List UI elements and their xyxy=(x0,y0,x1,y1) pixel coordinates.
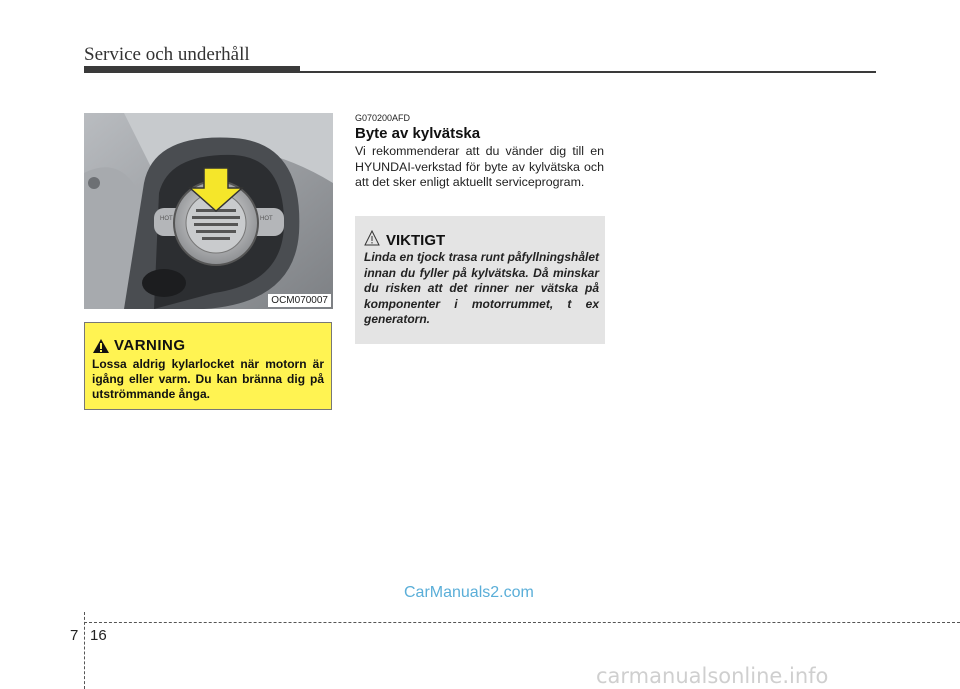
warning-box xyxy=(84,322,332,410)
watermark-link[interactable]: CarManuals2.com xyxy=(404,584,534,601)
chapter-number: 7 xyxy=(70,627,79,644)
warning-text: Lossa aldrig kylarlocket när motorn är igång eller varm. Du kan bränna dig på utströmmande ånga. xyxy=(92,357,324,401)
section-body: Vi rekommenderar att du vänder dig till en HYUNDAI-verkstad för byte av kylvätska och att det sker enligt aktuellt serviceprogram. xyxy=(355,144,604,189)
svg-text:HOT: HOT xyxy=(260,216,273,222)
notice-text: Linda en tjock trasa runt påfyllningshålet innan du fyller på kylvätska. Då minskar du risken att det rinner ner vätska på komponenter i motorrummet, t ex generatorn. xyxy=(364,250,599,326)
header-rule xyxy=(300,71,876,73)
warning-title: VARNING xyxy=(114,337,186,354)
radiator-cap-photo xyxy=(84,113,333,309)
warning-header xyxy=(92,337,186,354)
footer-rule xyxy=(84,622,960,623)
watermark-footer: carmanualsonline.info xyxy=(596,664,829,688)
notice-title: VIKTIGT xyxy=(386,232,446,249)
section-code: G070200AFD xyxy=(355,113,411,123)
svg-text:HOT: HOT xyxy=(160,216,173,222)
caution-triangle-icon xyxy=(364,230,380,246)
page-number: 16 xyxy=(90,627,107,644)
figure-caption: OCM070007 xyxy=(268,294,331,307)
section-title: Byte av kylvätska xyxy=(355,125,481,142)
notice-box xyxy=(355,216,605,344)
radiator-cap-illustration xyxy=(84,113,333,309)
warning-triangle-icon xyxy=(92,338,110,354)
notice-header xyxy=(364,226,445,249)
header-bar xyxy=(84,66,300,73)
page-header-title: Service och underhåll xyxy=(84,44,250,65)
footer-vertical-rule xyxy=(84,612,85,689)
